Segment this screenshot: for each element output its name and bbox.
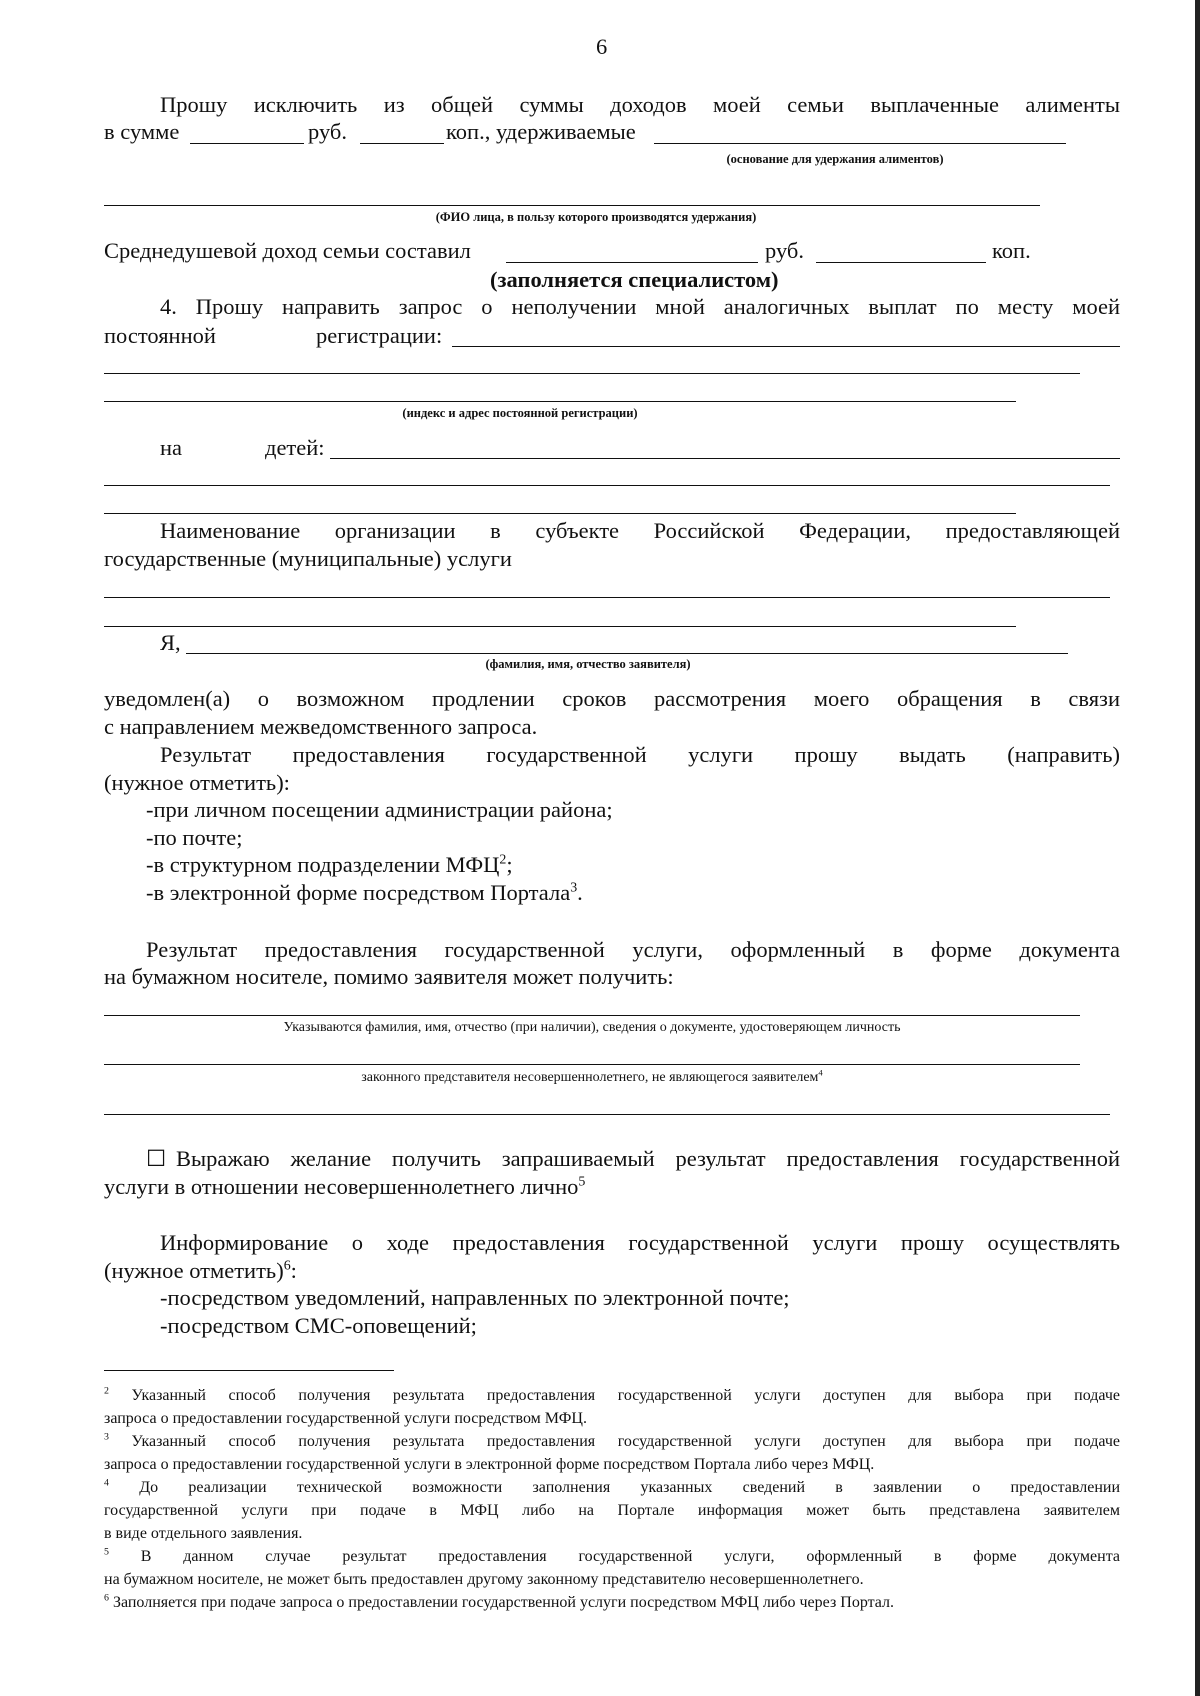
income-specialist-note: (заполняется специалистом) — [490, 267, 779, 292]
applicant-prefix: Я, — [160, 630, 181, 655]
alimony-rub-field[interactable] — [190, 143, 304, 144]
footnote-4-line3: в виде отдельного заявления. — [104, 1525, 303, 1542]
footnote-4-line1: $^4$ До реализации технической возможности заполнения указанных сведений в заявлении о предоставлении — [104, 1477, 1121, 1496]
applicant-notice-line2: с направлением межведомственного запроса. — [104, 714, 538, 739]
alimony-basis-field[interactable] — [654, 143, 1066, 144]
section4-line1: 4. Прошу направить запрос о неполучении мной аналогичных выплат по месту моей — [160, 294, 1120, 319]
income-rub-field[interactable] — [506, 262, 758, 263]
children-field-3[interactable] — [104, 513, 1016, 514]
personal-line1: Выражаю желание получить запрашиваемый результат предоставления государственной — [176, 1146, 1120, 1171]
paper-result-field-3[interactable] — [104, 1114, 1110, 1115]
footnote-3-line2: запроса о предоставлении государственной услуги в электронной форме посредством Портала либо через МФЦ. — [104, 1456, 875, 1473]
section4-word-permanent: постоянной — [104, 323, 216, 348]
alimony-beneficiary-field[interactable] — [104, 205, 1040, 206]
result-option-visit[interactable]: -при личном посещении администрации района; — [146, 797, 613, 822]
organization-line1: Наименование организации в субъекте Российской Федерации, предоставляющей — [160, 518, 1120, 543]
organization-field-1[interactable] — [104, 597, 1110, 598]
children-na-label: на — [160, 435, 183, 460]
paper-result-field-2[interactable] — [104, 1064, 1080, 1065]
result-option-post[interactable]: -по почте; — [146, 825, 243, 850]
result-line1: Результат предоставления государственной услуги прошу выдать (направить) — [160, 742, 1120, 767]
footnote-4-line2: государственной услуги при подаче в МФЦ либо на Портале информация может быть представлена заявителем — [104, 1502, 1120, 1519]
registration-address-field-3[interactable] — [104, 401, 1016, 402]
result-line2: (нужное отметить): — [104, 770, 290, 795]
organization-field-2[interactable] — [104, 626, 1016, 627]
children-field-2[interactable] — [104, 485, 1110, 486]
alimony-rub-label: руб. — [308, 119, 347, 144]
income-label: Среднедушевой доход семьи составил — [104, 238, 471, 263]
paper-result-line1: Результат предоставления государственной услуги, оформленный в форме документа — [146, 937, 1120, 962]
alimony-text-line1: Прошу исключить из общей суммы доходов моей семьи выплаченные алименты — [160, 92, 1120, 117]
section4-word-registration: регистрации: — [316, 323, 443, 348]
alimony-basis-caption: (основание для удержания алиментов) — [726, 152, 944, 166]
paper-result-caption2: законного представителя несовершеннолетнего, не являющегося заявителем$^4$ — [361, 1067, 823, 1085]
result-option-mfc[interactable]: -в структурном подразделении МФЦ$^2$; — [146, 852, 513, 877]
footnote-separator — [104, 1370, 394, 1371]
scan-edge — [1195, 0, 1200, 1696]
informing-option-sms[interactable]: -посредством СМС-оповещений; — [160, 1313, 477, 1338]
organization-line2: государственные (муниципальные) услуги — [104, 546, 512, 571]
footnotes — [104, 1384, 1120, 1614]
alimony-sum-label: в сумме — [104, 119, 180, 144]
informing-line1: Информирование о ходе предоставления государственной услуги прошу осуществлять — [160, 1230, 1120, 1255]
footnote-5-line2: на бумажном носителе, не может быть предоставлен другому законному представителю несовершеннолетнего. — [104, 1571, 864, 1588]
paper-result-field-1[interactable] — [104, 1015, 1080, 1016]
alimony-kop-label: коп., удерживаемые — [446, 119, 636, 144]
informing-line2: (нужное отметить)$^6$: — [104, 1258, 297, 1283]
paper-result-line2: на бумажном носителе, помимо заявителя может получить: — [104, 964, 674, 989]
applicant-name-caption: (фамилия, имя, отчество заявителя) — [485, 657, 691, 671]
paper-result-caption1: Указываются фамилия, имя, отчество (при наличии), сведения о документе, удостоверяющем личность — [283, 1020, 901, 1035]
alimony-beneficiary-caption: (ФИО лица, в пользу которого производятся удержания) — [435, 210, 757, 224]
applicant-name-field[interactable] — [186, 653, 1068, 654]
registration-address-field-1[interactable] — [452, 346, 1120, 347]
registration-address-field-2[interactable] — [104, 373, 1080, 374]
footnote-6-line1: $^6$ Заполняется при подаче запроса о предоставлении государственной услуги посредством МФЦ либо через Портал. — [104, 1592, 895, 1611]
children-label: детей: — [265, 435, 325, 460]
children-field-1[interactable] — [330, 458, 1120, 459]
result-option-portal[interactable]: -в электронной форме посредством Портала$^3$. — [146, 880, 583, 905]
personal-line2: услуги в отношении несовершеннолетнего лично$^5$ — [104, 1174, 586, 1199]
footnote-5-line1: $^5$ В данном случае результат предоставления государственной услуги, оформленный в форме документа — [104, 1546, 1121, 1565]
income-kop-label: коп. — [992, 238, 1031, 263]
alimony-kop-field[interactable] — [360, 143, 444, 144]
footnote-2-line1: $^2$ Указанный способ получения результата предоставления государственной услуги доступен для выбора при подаче — [104, 1385, 1120, 1404]
income-rub-label: руб. — [765, 238, 804, 263]
page-number: 6 — [596, 34, 608, 59]
income-kop-field[interactable] — [816, 262, 986, 263]
registration-address-caption: (индекс и адрес постоянной регистрации) — [402, 406, 638, 420]
applicant-notice-line1: уведомлен(а) о возможном продлении сроков рассмотрения моего обращения в связи — [104, 686, 1120, 711]
footnote-3-line1: $^3$ Указанный способ получения результата предоставления государственной услуги доступен для выбора при подаче — [104, 1431, 1120, 1450]
personal-checkbox[interactable]: ☐ — [146, 1146, 167, 1171]
footnote-2-line2: запроса о предоставлении государственной услуги посредством МФЦ. — [104, 1410, 587, 1427]
informing-option-email[interactable]: -посредством уведомлений, направленных по электронной почте; — [160, 1285, 790, 1310]
